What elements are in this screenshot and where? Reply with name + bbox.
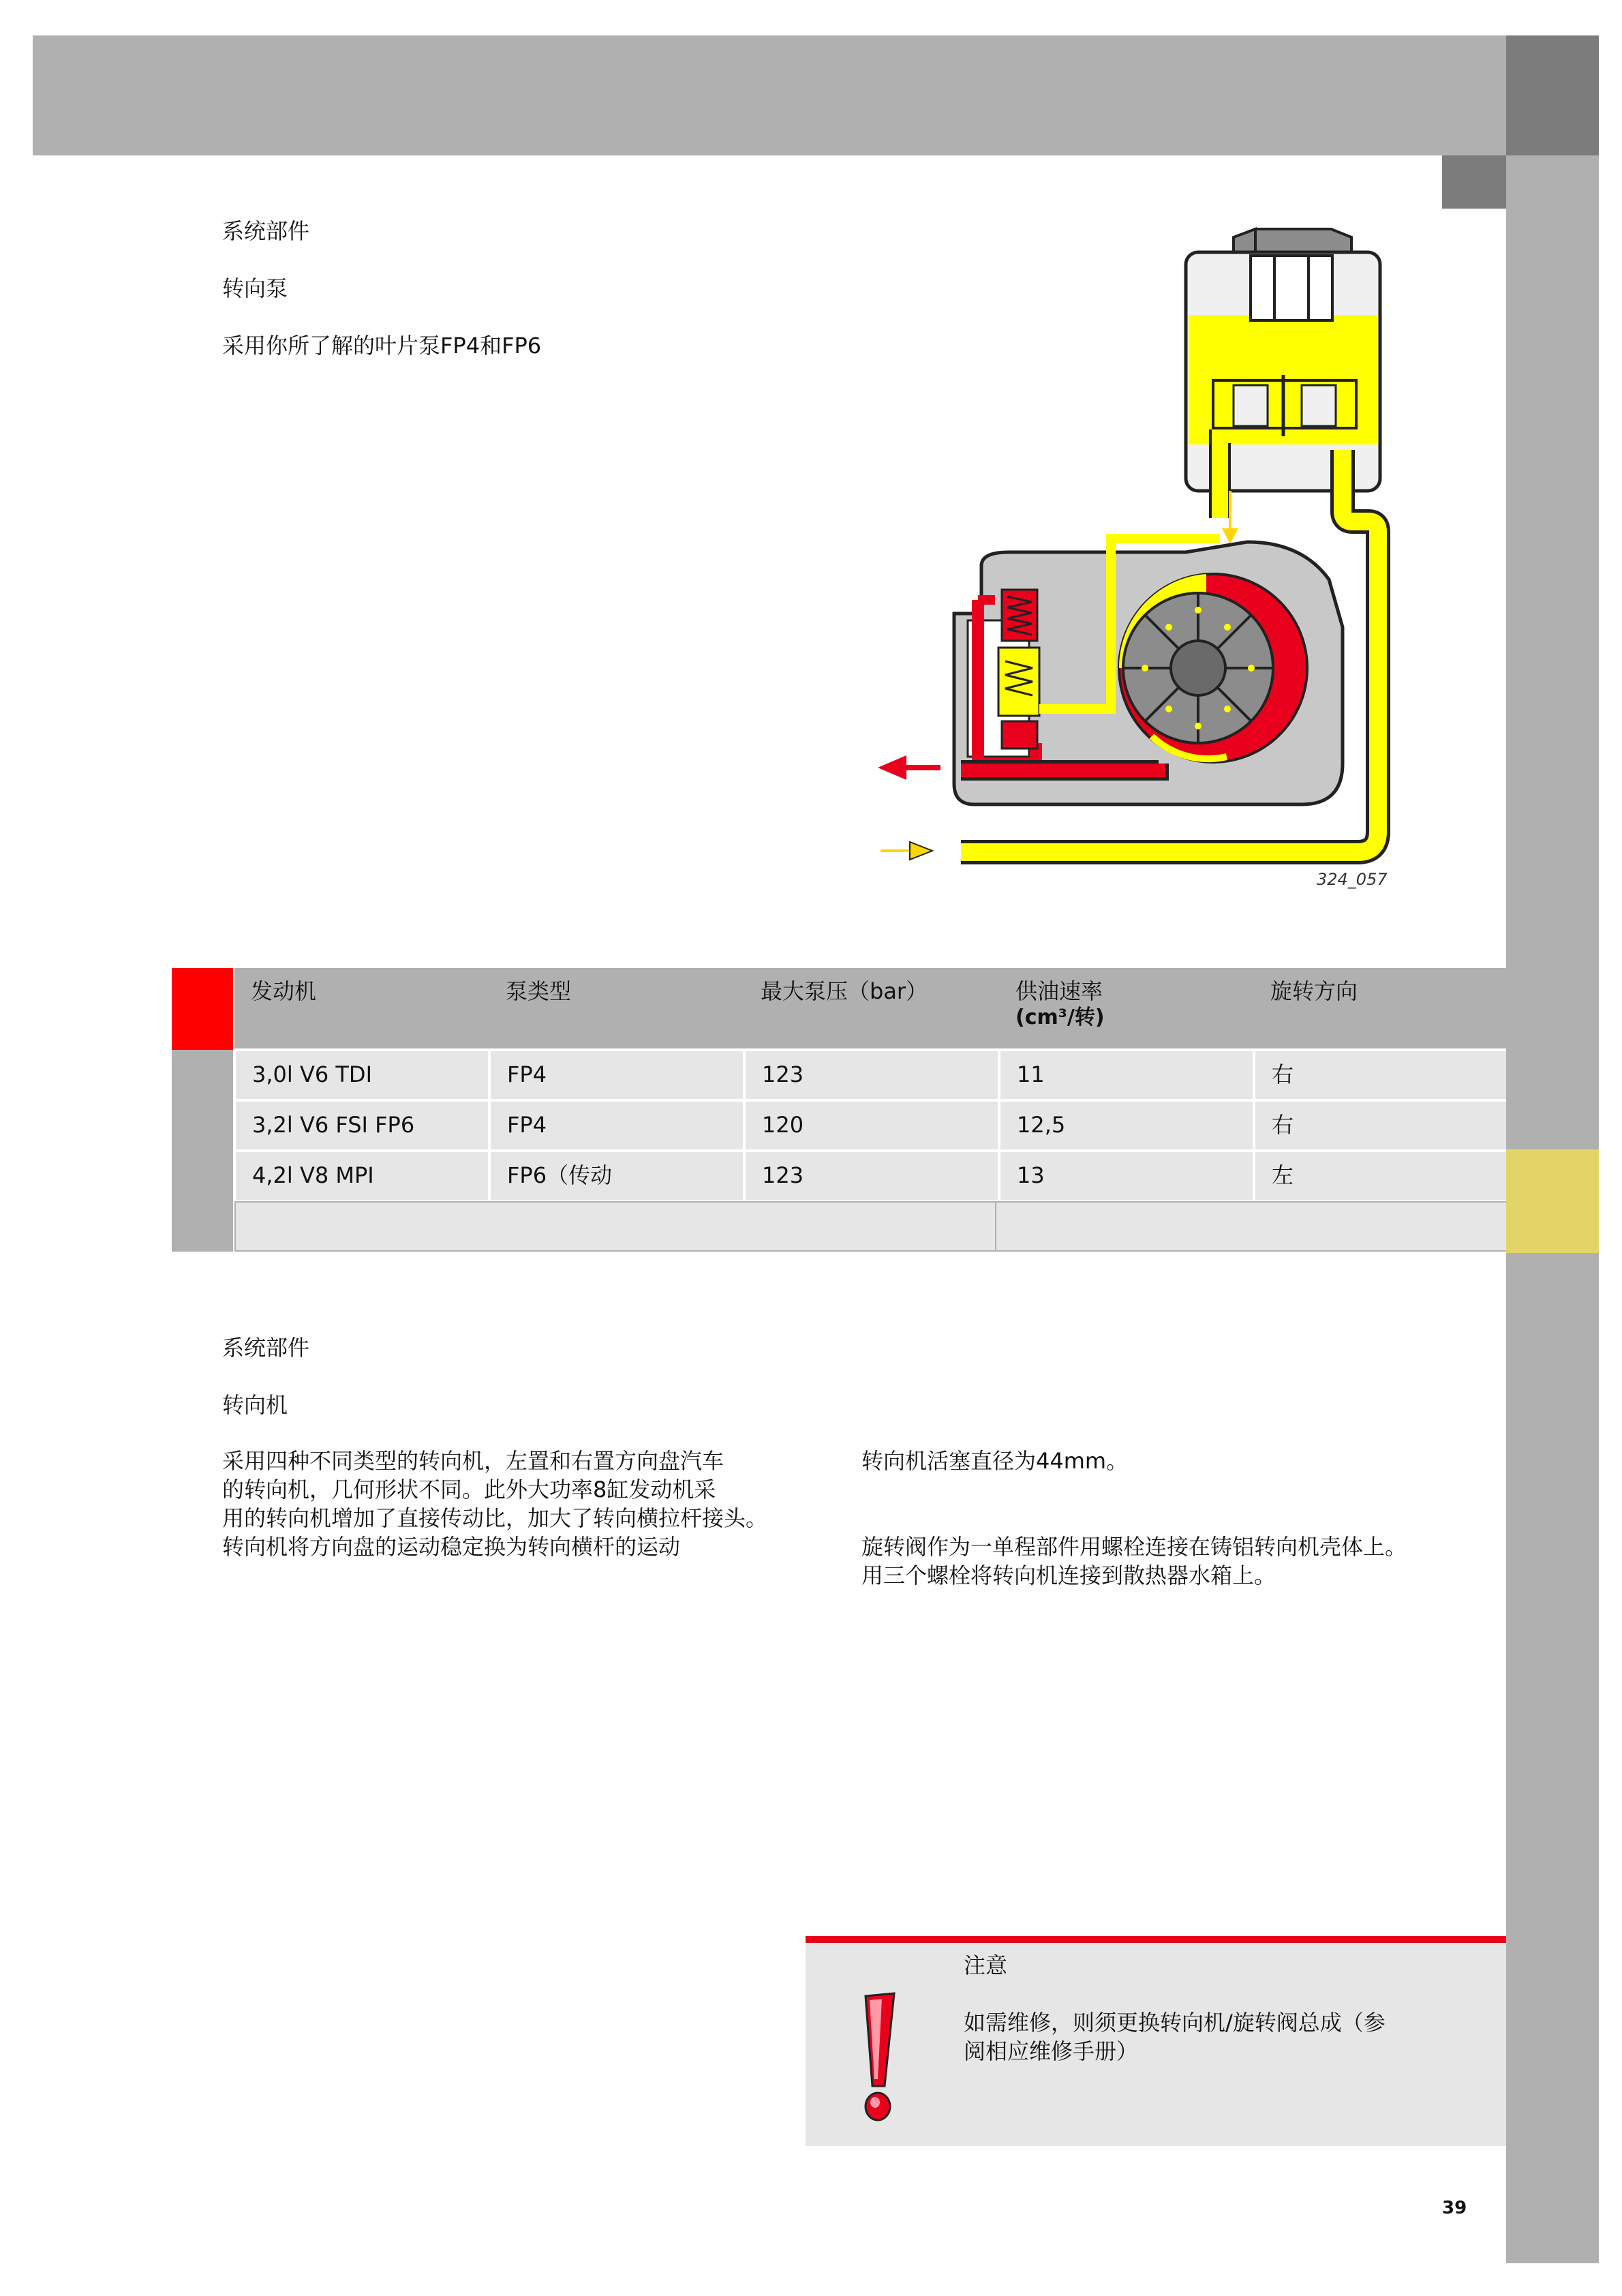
note-body (964, 2008, 1482, 2066)
section-subheading: 转向机 (222, 1392, 288, 1418)
table-cell-max-pressure: 123 (746, 1152, 998, 1200)
paragraph-line: 用三个螺栓将转向机连接到散热器水箱上。 (861, 1562, 1276, 1588)
note-title: 注意 (964, 1952, 1008, 1978)
flow-down-arrow-icon (1222, 528, 1238, 544)
header-tab (1506, 35, 1599, 155)
rotary-valve-paragraph (861, 1532, 1475, 1590)
table-cell-pump-type: FP4 (491, 1102, 743, 1149)
table-header-flow-rate-unit: (cm³/转) (1015, 1006, 1105, 1029)
table-side-band (172, 1050, 233, 1252)
piston-diameter-text: 转向机活塞直径为44mm。 (861, 1448, 1129, 1474)
exclamation-icon (852, 1991, 900, 2127)
table-cell-engine: 4,2l V8 MPI (236, 1152, 488, 1200)
table-cell-pump-type: FP4 (491, 1051, 743, 1099)
table-footer-cell (996, 1203, 1506, 1250)
section-heading: 系统部件 (222, 1335, 310, 1361)
paragraph-line: 旋转阀作为一单程部件用螺栓连接在铸铝转向机壳体上。 (861, 1534, 1407, 1560)
table-cell-pump-type: FP6（传动 (491, 1152, 743, 1200)
figure-caption: 324_057 (1317, 870, 1388, 889)
table-cell-engine: 3,2l V6 FSI FP6 (236, 1102, 488, 1149)
inflow-arrow-icon (910, 842, 932, 860)
table-cell-rotation: 右 (1255, 1102, 1506, 1149)
section-subheading: 转向泵 (222, 275, 288, 301)
paragraph-line: 的转向机，几何形状不同。此外大功率8缸发动机采 (222, 1477, 716, 1502)
corner-tab (1442, 155, 1506, 209)
note-line: 如需维修，则须更换转向机/旋转阀总成（参 (964, 2010, 1386, 2036)
table-red-marker (172, 968, 233, 1050)
table-cell-engine: 3,0l V6 TDI (236, 1051, 488, 1099)
section-heading: 系统部件 (222, 218, 310, 244)
paragraph-line: 采用四种不同类型的转向机，左置和右置方向盘汽车 (222, 1448, 724, 1474)
table-cell-rotation: 右 (1255, 1051, 1506, 1099)
note-top-rule (806, 1936, 1506, 1943)
note-line: 阅相应维修手册） (964, 2038, 1139, 2064)
paragraph-line: 转向机将方向盘的运动稳定换为转向横杆的运动 (222, 1534, 681, 1560)
table-header-flow-rate-label: 供油速率 (1015, 978, 1103, 1004)
table-cell-rotation: 左 (1255, 1152, 1506, 1200)
table-header-flow-rate (999, 968, 1253, 1048)
paragraph-line: 用的转向机增加了直接传动比，加大了转向横拉杆接头。 (222, 1505, 768, 1531)
steering-gear-paragraph (222, 1447, 822, 1561)
table-footer-cell (236, 1203, 995, 1250)
table-cell-flow-rate: 12,5 (1000, 1102, 1253, 1149)
section-text: 采用你所了解的叶片泵FP4和FP6 (222, 333, 542, 359)
page-number: 39 (1442, 2198, 1467, 2218)
table-cell-max-pressure: 123 (746, 1051, 998, 1099)
reservoir-cap-icon (1234, 229, 1351, 254)
table-cell-flow-rate: 13 (1000, 1152, 1253, 1200)
table-header-pump-type: 泵类型 (506, 978, 572, 1004)
table-header-max-pressure: 最大泵压（bar） (761, 978, 928, 1004)
table-cell-flow-rate: 11 (1000, 1051, 1253, 1099)
header-bar (33, 35, 1506, 155)
outflow-arrow-icon (878, 755, 906, 780)
vane-pump-diagram (866, 218, 1397, 900)
chapter-marker-tab (1506, 1149, 1599, 1253)
table-header-rotation: 旋转方向 (1270, 978, 1358, 1004)
table-cell-max-pressure: 120 (746, 1102, 998, 1149)
table-header-engine: 发动机 (251, 978, 317, 1004)
